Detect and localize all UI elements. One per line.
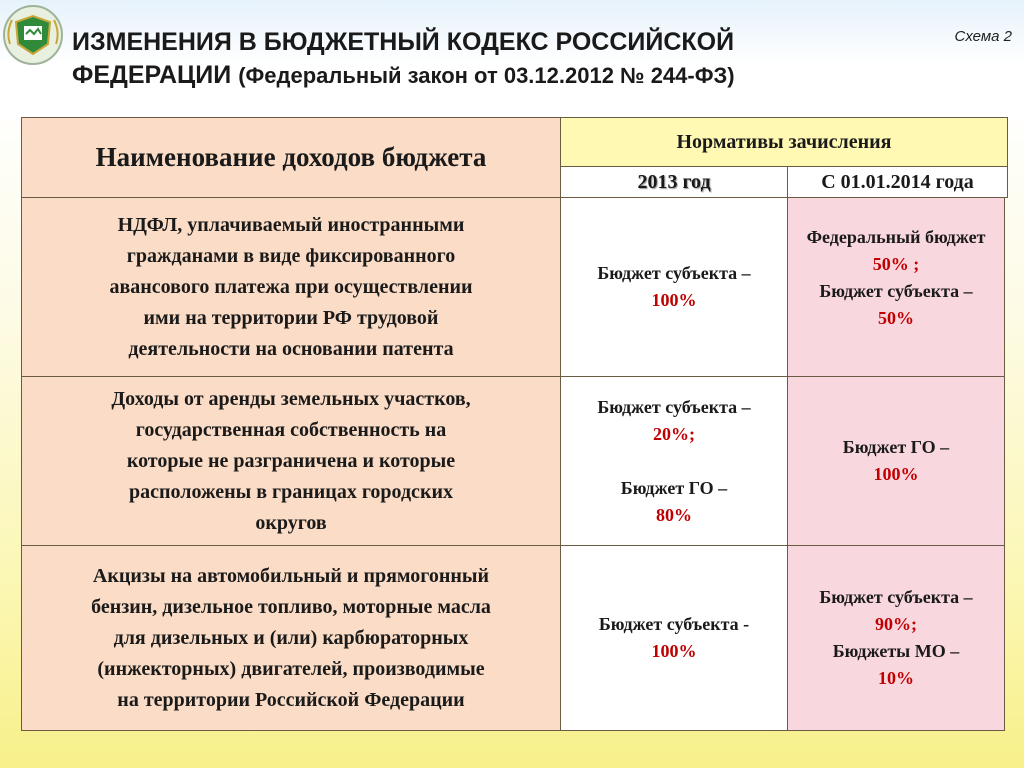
desc-line: бензин, дизельное топливо, моторные масла	[91, 595, 491, 618]
desc-line: на территории Российской Федерации	[117, 688, 465, 711]
value-label: Бюджет субъекта –	[597, 396, 751, 417]
table-row-1-2014	[787, 197, 1005, 377]
desc-line: Акцизы на автомобильный и прямогонный	[92, 564, 490, 587]
value-percent: 100%	[873, 464, 919, 484]
value-percent: 90%;	[875, 614, 917, 634]
value-percent: 50%	[878, 308, 914, 328]
desc-line: НДФЛ, уплачиваемый иностранными	[117, 213, 465, 236]
table-row-1-description	[21, 197, 561, 377]
table-row-3-2013	[560, 545, 788, 731]
header-year-2013	[560, 166, 788, 198]
desc-line: (инжекторных) двигателей, производимые	[97, 657, 485, 680]
table-row-2-2013	[560, 376, 788, 546]
desc-line: государственная собственность на	[135, 418, 447, 441]
desc-line: гражданами в виде фиксированного	[126, 244, 456, 267]
value-label: Бюджет ГО –	[842, 437, 950, 457]
desc-line: ими на территории РФ трудовой	[143, 306, 439, 329]
table-row-2-description	[21, 376, 561, 546]
value-percent: 100%	[651, 641, 697, 661]
value-percent: 80%	[656, 504, 692, 525]
value-label: Бюджет субъекта –	[819, 281, 973, 301]
value-label: Бюджеты МО –	[832, 641, 960, 661]
value-label: Бюджет субъекта -	[598, 614, 750, 634]
table-row-2-2014	[787, 376, 1005, 546]
desc-line: Доходы от аренды земельных участков,	[111, 387, 471, 410]
table-row-3-2014	[787, 545, 1005, 731]
header-norms-text: Нормативы зачисления	[676, 130, 892, 153]
value-percent: 10%	[878, 668, 914, 688]
header-year-2014	[787, 166, 1008, 198]
title-law-reference: (Федеральный закон от 03.12.2012 № 244-ФЗ)	[238, 63, 735, 88]
value-label: Бюджет субъекта –	[819, 587, 973, 607]
header-income-name	[21, 117, 561, 198]
header-income-name-text: Наименование доходов бюджета	[95, 142, 487, 172]
value-label: Бюджет ГО –	[620, 477, 728, 498]
header-year-2014-text: С 01.01.2014 года	[821, 170, 974, 193]
table-row-1-2013	[560, 197, 788, 377]
title-line-2-main: ФЕДЕРАЦИИ	[72, 61, 232, 89]
header-norms	[560, 117, 1008, 167]
desc-line: округов	[255, 511, 327, 534]
desc-line: авансового платежа при осуществлении	[109, 275, 473, 298]
header-year-2013-text: 2013 год	[637, 170, 711, 193]
desc-line: расположены в границах городских	[129, 480, 453, 503]
title-line-1: ИЗМЕНЕНИЯ В БЮДЖЕТНЫЙ КОДЕКС РОССИЙСКОЙ	[72, 28, 735, 56]
desc-line: деятельности на основании патента	[128, 337, 454, 360]
value-percent: 100%	[651, 290, 697, 310]
value-percent: 50% ;	[872, 254, 920, 274]
value-label: Федеральный бюджет	[806, 227, 986, 247]
scheme-label: Схема 2	[954, 28, 1012, 45]
table-row-3-description	[21, 545, 561, 731]
value-label: Бюджет субъекта –	[597, 263, 751, 283]
value-percent: 20%;	[653, 423, 695, 444]
desc-line: которые не разграничена и которые	[126, 449, 456, 472]
desc-line: для дизельных и (или) карбюраторных	[113, 626, 469, 649]
